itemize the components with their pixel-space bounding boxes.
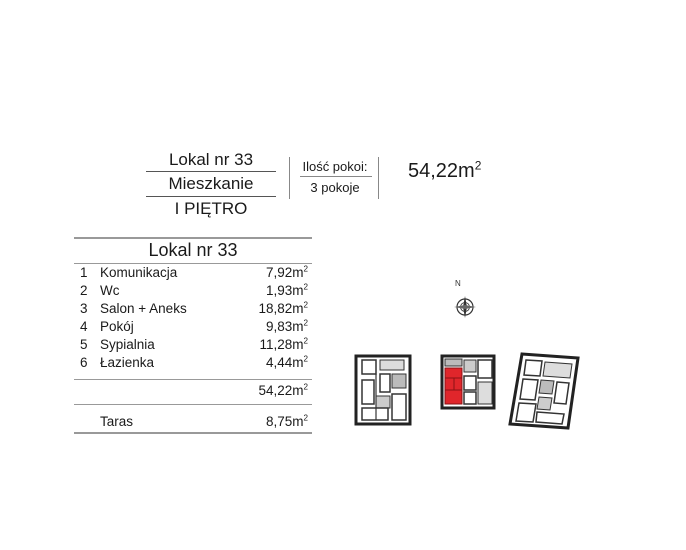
header-floor: I PIĘTRO [174,199,248,218]
building-plan-left [354,354,414,426]
table-row: 4 Pokój $9,83m^2$ [80,318,308,334]
rooms-divider [300,176,372,177]
table-top-rule [74,237,312,239]
building-plan-right [508,352,582,430]
table-row: 3 Salon + Aneks $18,82m^2$ [80,300,308,316]
table-row: 5 Sypialnia $11,28m^2$ [80,336,308,352]
compass-icon [452,276,478,320]
header-divider-1 [146,171,276,172]
table-bottom-rule [74,432,312,434]
header-lokal: Lokal nr 33 [168,150,254,169]
table-row: 6 Łazienka $4,44m^2$ [80,354,308,370]
rooms-label: Ilość pokoi: [302,159,368,174]
header-vdivider-right [378,157,379,199]
table-sum-bottom-rule [74,404,312,405]
header-vdivider-left [289,157,290,199]
building-plan-middle [440,354,498,412]
table-title: Lokal nr 33 [148,240,238,260]
table-row: 2 Wc $1,93m^2$ [80,282,308,298]
table-terrace-row: Taras $8,75m^2$ [100,413,308,429]
table-sum-rule [74,379,312,380]
total-area: $54,22m^2$ [408,158,482,182]
rooms-value: 3 pokoje [310,180,360,195]
header-type: Mieszkanie [168,174,254,193]
compass-label: N [455,279,461,288]
table-sum-row: $54,22m^2$ [258,382,308,398]
header-divider-2 [146,196,276,197]
table-title-rule [74,263,312,264]
table-row: 1 Komunikacja $7,92m^2$ [80,264,308,280]
